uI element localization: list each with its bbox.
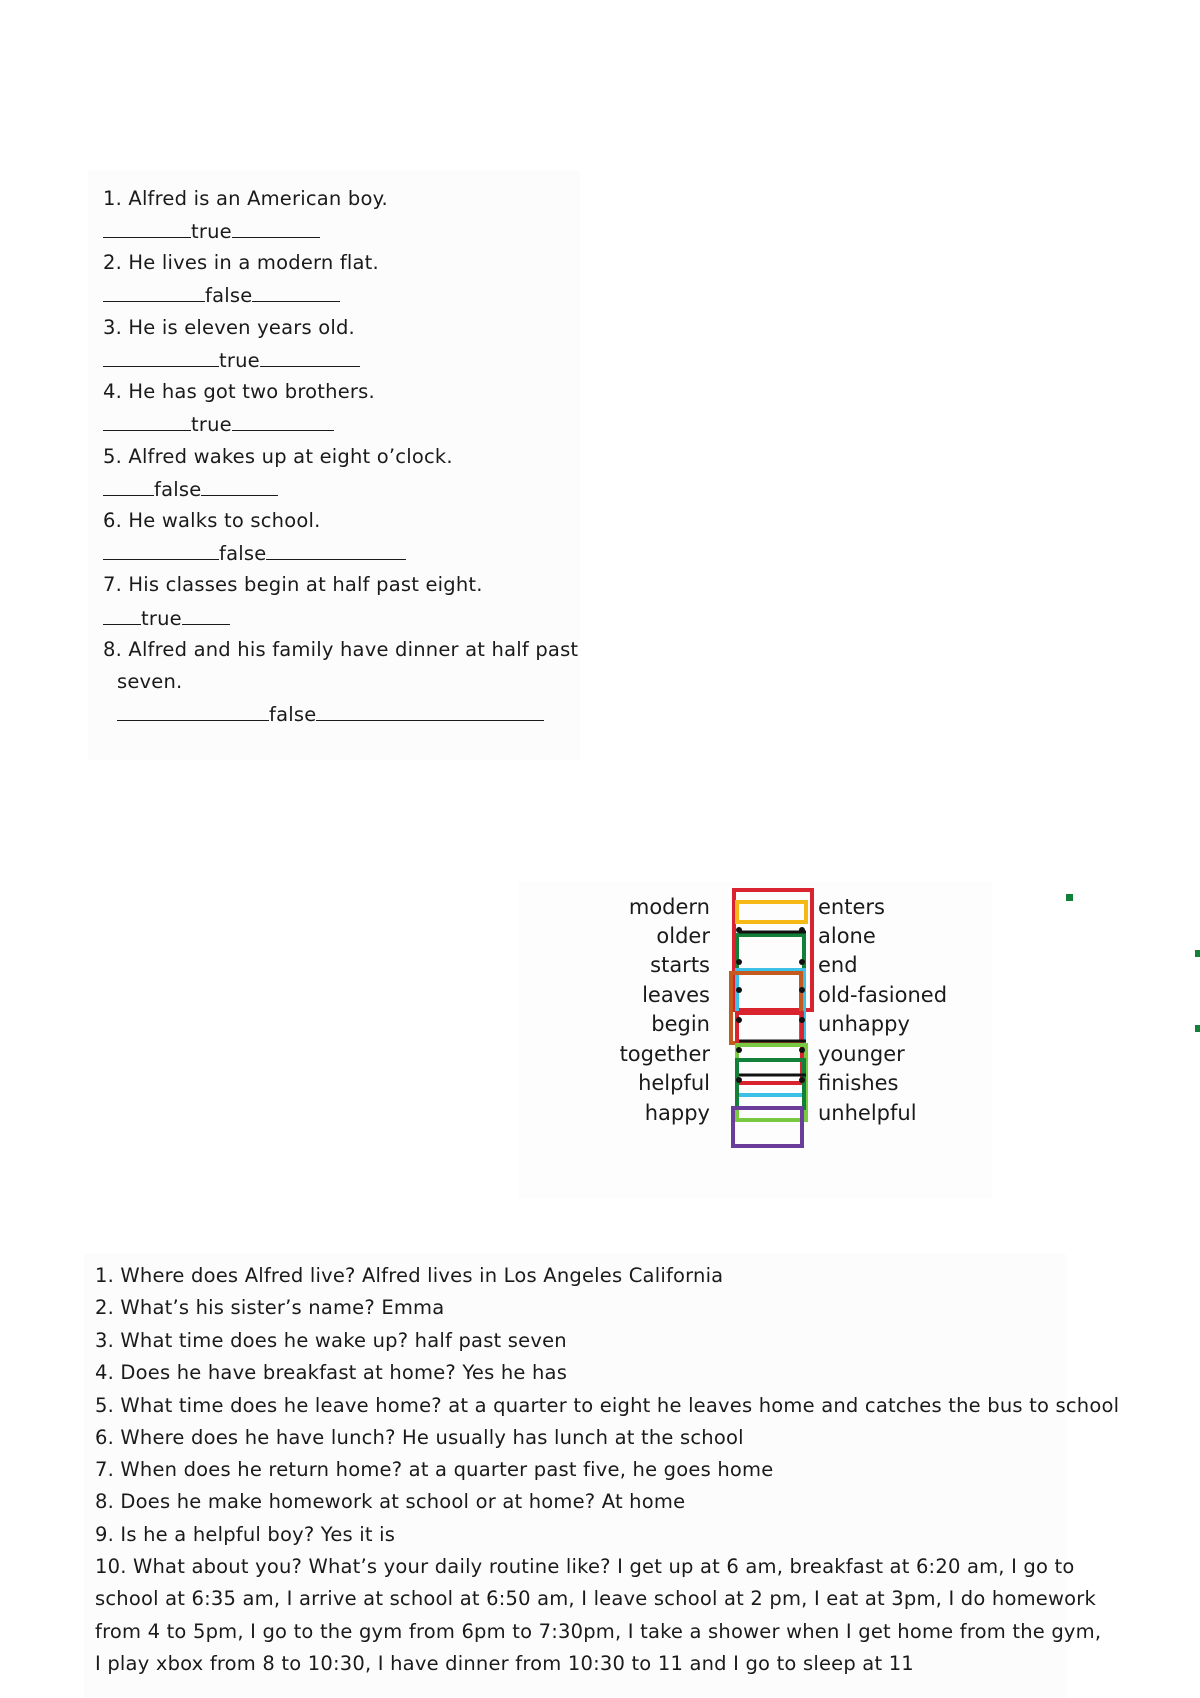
left-word[interactable]: helpful: [638, 1071, 710, 1095]
tf-statement-5: 5. Alfred wakes up at eight o’clock.: [103, 445, 453, 468]
qa-item-10-line-4: I play xbox from 8 to 10:30, I have dinner from 10:30 to 11 and I go to sleep at 11: [95, 1652, 914, 1675]
tf-answer-text: false: [219, 542, 267, 565]
right-word[interactable]: end: [818, 953, 858, 977]
left-word[interactable]: together: [619, 1042, 710, 1066]
green-marker: [1066, 894, 1073, 901]
tf-answer-text: false: [269, 703, 317, 726]
qa-item-7: 7. When does he return home? at a quarter past five, he goes home: [95, 1458, 774, 1481]
qa-item-10-line-2: school at 6:35 am, I arrive at school at 6:50 am, I leave school at 2 pm, I eat at 3pm, I do homework: [95, 1587, 1096, 1610]
tf-statement-1: 1. Alfred is an American boy.: [103, 187, 388, 210]
tf-answer-5[interactable]: [103, 477, 278, 502]
tf-answer-text: true: [141, 607, 182, 630]
right-word[interactable]: unhappy: [818, 1012, 910, 1036]
right-word[interactable]: enters: [818, 895, 885, 919]
qa-item-2: 2. What’s his sister’s name? Emma: [95, 1296, 445, 1319]
right-word[interactable]: alone: [818, 924, 876, 948]
qa-item-5: 5. What time does he leave home? at a quarter to eight he leaves home and catches the bus to school: [95, 1394, 1120, 1417]
tf-statement-2: 2. He lives in a modern flat.: [103, 251, 379, 274]
tf-statement-8: 8. Alfred and his family have dinner at half past: [103, 638, 579, 661]
answer-blank: [260, 348, 360, 367]
qa-item-9: 9. Is he a helpful boy? Yes it is: [95, 1523, 396, 1546]
answer-blank: [103, 219, 191, 238]
tf-answer-7[interactable]: [103, 606, 230, 631]
tf-answer-1[interactable]: [103, 219, 320, 244]
answer-blank: [103, 283, 205, 302]
tf-statement-3: 3. He is eleven years old.: [103, 316, 355, 339]
tf-answer-4[interactable]: [103, 412, 334, 437]
tf-statement-4: 4. He has got two brothers.: [103, 380, 375, 403]
answer-blank: [316, 702, 544, 721]
left-word[interactable]: modern: [628, 895, 710, 919]
tf-statement-6: 6. He walks to school.: [103, 509, 321, 532]
tf-answer-2[interactable]: [103, 283, 340, 308]
right-word[interactable]: old-fasioned: [818, 983, 948, 1007]
tf-answer-6[interactable]: [103, 541, 406, 566]
left-word[interactable]: happy: [644, 1101, 710, 1125]
tf-answer-text: true: [219, 349, 260, 372]
qa-item-10-line-1: 10. What about you? What’s your daily routine like? I get up at 6 am, breakfast at 6:20 am, I go to: [95, 1555, 1075, 1578]
left-word[interactable]: starts: [650, 953, 710, 977]
green-marker: [1195, 1025, 1200, 1032]
answer-blank: [201, 477, 278, 496]
answer-blank: [103, 541, 219, 560]
tf-statement-7: 7. His classes begin at half past eight.: [103, 573, 483, 596]
answer-blank: [103, 412, 191, 431]
tf-answer-text: false: [154, 478, 202, 501]
answer-blank: [117, 702, 269, 721]
qa-item-1: 1. Where does Alfred live? Alfred lives in Los Angeles California: [95, 1264, 724, 1287]
answer-blank: [232, 412, 334, 431]
left-word[interactable]: older: [656, 924, 710, 948]
qa-item-6: 6. Where does he have lunch? He usually has lunch at the school: [95, 1426, 744, 1449]
answer-blank: [103, 477, 154, 496]
answer-blank: [182, 606, 230, 625]
tf-answer-text: true: [191, 413, 232, 436]
left-word[interactable]: begin: [651, 1012, 710, 1036]
answer-blank: [103, 606, 141, 625]
tf-answer-3[interactable]: [103, 348, 360, 373]
tf-answer-8[interactable]: [117, 702, 544, 727]
green-marker: [1195, 950, 1200, 957]
tf-statement-8-cont: seven.: [117, 670, 183, 693]
right-word[interactable]: unhelpful: [818, 1101, 917, 1125]
qa-item-8: 8. Does he make homework at school or at home? At home: [95, 1490, 686, 1513]
answer-blank: [252, 283, 340, 302]
qa-item-3: 3. What time does he wake up? half past seven: [95, 1329, 567, 1352]
left-word[interactable]: leaves: [642, 983, 710, 1007]
qa-item-4: 4. Does he have breakfast at home? Yes he has: [95, 1361, 568, 1384]
answer-blank: [232, 219, 320, 238]
qa-item-10-line-3: from 4 to 5pm, I go to the gym from 6pm to 7:30pm, I take a shower when I get home from the gym,: [95, 1620, 1102, 1643]
answer-blank: [103, 348, 219, 367]
right-word[interactable]: finishes: [818, 1071, 899, 1095]
tf-answer-text: true: [191, 220, 232, 243]
matching-panel: [518, 882, 992, 1198]
answer-blank: [266, 541, 406, 560]
tf-answer-text: false: [205, 284, 253, 307]
right-word[interactable]: younger: [818, 1042, 905, 1066]
